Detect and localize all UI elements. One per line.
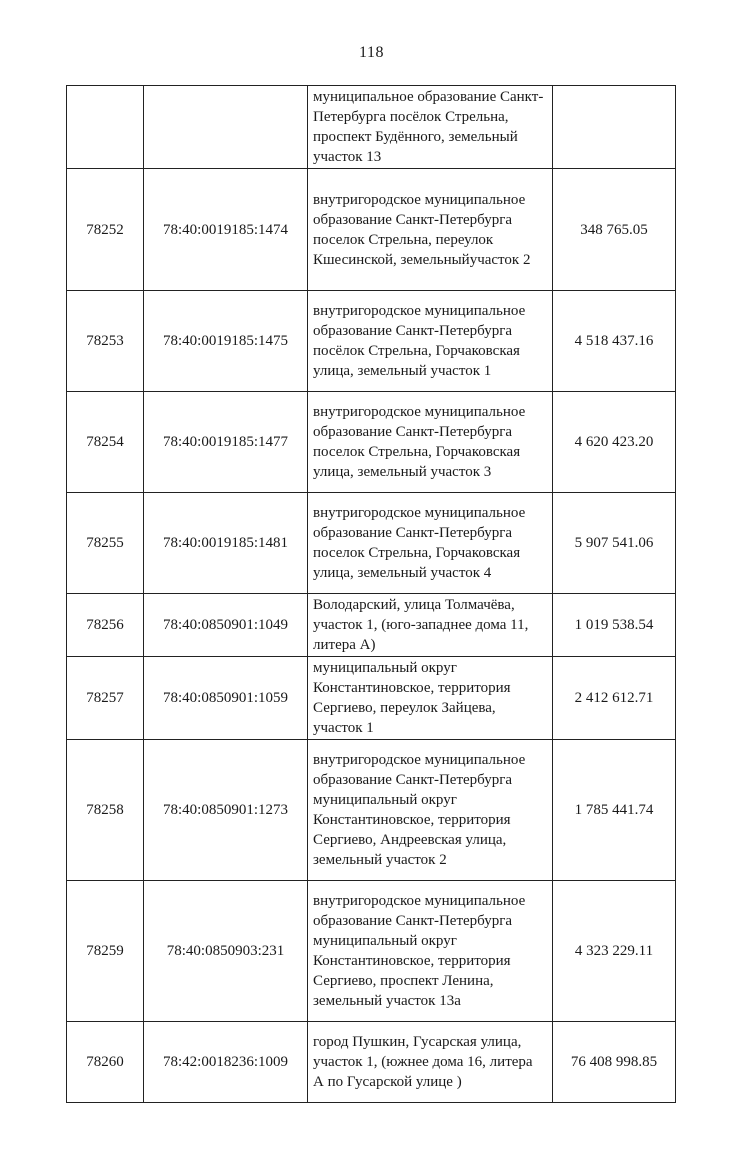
address-cell: город Пушкин, Гусарская улица, участок 1, (южнее дома 16, литера А по Гусарской улице )	[308, 1022, 553, 1103]
row-number-cell: 78257	[67, 657, 144, 740]
row-number-cell: 78255	[67, 493, 144, 594]
row-number-cell: 78259	[67, 881, 144, 1022]
row-number-cell: 78254	[67, 392, 144, 493]
address-cell: внутригородское муниципальное образование Санкт-Петербурга поселок Стрельна, Горчаковская улица, земельный участок 4	[308, 493, 553, 594]
address-cell: внутригородское муниципальное образование Санкт-Петербурга посёлок Стрельна, Горчаковская улица, земельный участок 1	[308, 291, 553, 392]
cadastral-value-cell: 1 785 441.74	[553, 740, 676, 881]
address-cell: внутригородское муниципальное образование Санкт-Петербурга поселок Стрельна, переулок Кшесинской, земельныйучасток 2	[308, 169, 553, 291]
table-row	[67, 1022, 676, 1103]
cadastral-number-cell	[144, 86, 308, 169]
row-number-cell: 78252	[67, 169, 144, 291]
table-row	[67, 291, 676, 392]
row-number-cell: 78260	[67, 1022, 144, 1103]
cadastral-number-cell: 78:40:0850901:1273	[144, 740, 308, 881]
cadastral-value-cell: 4 323 229.11	[553, 881, 676, 1022]
cadastral-number-cell: 78:40:0019185:1475	[144, 291, 308, 392]
table-row	[67, 594, 676, 657]
table-row	[67, 881, 676, 1022]
cadastral-number-cell: 78:40:0850903:231	[144, 881, 308, 1022]
cadastral-value-cell: 348 765.05	[553, 169, 676, 291]
table-row	[67, 86, 676, 169]
cadastral-number-cell: 78:40:0019185:1481	[144, 493, 308, 594]
table-row	[67, 740, 676, 881]
address-cell: Володарский, улица Толмачёва, участок 1, (юго-западнее дома 11, литера А)	[308, 594, 553, 657]
land-plot-table	[66, 85, 676, 1103]
cadastral-value-cell: 76 408 998.85	[553, 1022, 676, 1103]
cadastral-number-cell: 78:40:0850901:1059	[144, 657, 308, 740]
cadastral-value-cell	[553, 86, 676, 169]
cadastral-number-cell: 78:40:0019185:1474	[144, 169, 308, 291]
table-row	[67, 169, 676, 291]
row-number-cell: 78253	[67, 291, 144, 392]
address-cell: муниципальное образование Санкт-Петербурга посёлок Стрельна, проспект Будённого, земельный участок 13	[308, 86, 553, 169]
cadastral-value-cell: 5 907 541.06	[553, 493, 676, 594]
address-cell: внутригородское муниципальное образование Санкт-Петербурга поселок Стрельна, Горчаковская улица, земельный участок 3	[308, 392, 553, 493]
cadastral-number-cell: 78:42:0018236:1009	[144, 1022, 308, 1103]
page-number: 118	[359, 44, 384, 61]
cadastral-value-cell: 4 518 437.16	[553, 291, 676, 392]
table-row	[67, 657, 676, 740]
address-cell: внутригородское муниципальное образование Санкт-Петербурга муниципальный округ Константиновское, территория Сергиево, проспект Ленина, земельный участок 13а	[308, 881, 553, 1022]
cadastral-value-cell: 4 620 423.20	[553, 392, 676, 493]
row-number-cell	[67, 86, 144, 169]
cadastral-value-cell: 2 412 612.71	[553, 657, 676, 740]
table-row	[67, 493, 676, 594]
cadastral-number-cell: 78:40:0019185:1477	[144, 392, 308, 493]
cadastral-number-cell: 78:40:0850901:1049	[144, 594, 308, 657]
address-cell: муниципальный округ Константиновское, территория Сергиево, переулок Зайцева, участок 1	[308, 657, 553, 740]
cadastral-value-cell: 1 019 538.54	[553, 594, 676, 657]
row-number-cell: 78256	[67, 594, 144, 657]
row-number-cell: 78258	[67, 740, 144, 881]
table-row	[67, 392, 676, 493]
address-cell: внутригородское муниципальное образование Санкт-Петербурга муниципальный округ Константиновское, территория Сергиево, Андреевская улица, земельный участок 2	[308, 740, 553, 881]
